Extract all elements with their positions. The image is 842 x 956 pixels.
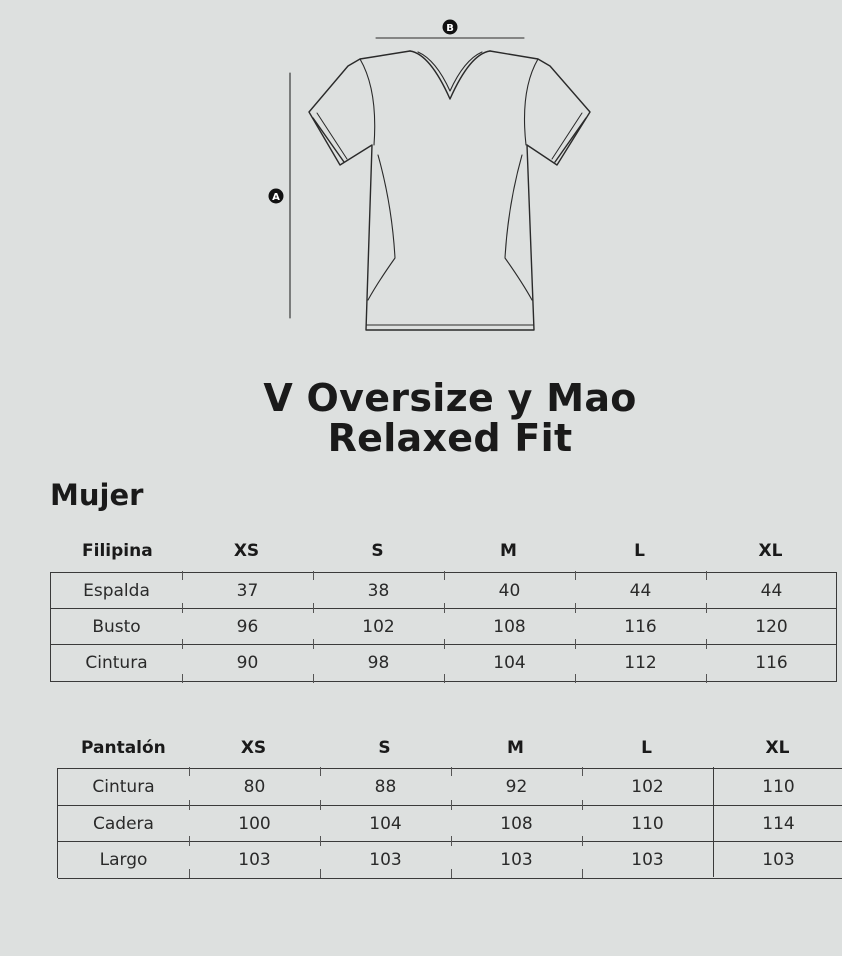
table-header-size: L — [634, 541, 645, 561]
table-cell: 38 — [367, 581, 390, 601]
table-header-size: S — [378, 738, 391, 758]
table-header-size: M — [500, 541, 517, 561]
row-label: Espalda — [83, 581, 150, 601]
measure-b-marker — [443, 20, 458, 35]
table-header-size: XL — [758, 541, 783, 561]
table-cell: 103 — [631, 850, 664, 870]
table-cell: 110 — [762, 777, 795, 797]
table-cell: 102 — [631, 777, 664, 797]
table-cell: 104 — [369, 814, 402, 834]
table-cell: 104 — [493, 653, 526, 673]
row-label: Cintura — [85, 653, 148, 673]
size-table-filipina — [50, 537, 837, 687]
tshirt-outline — [309, 51, 590, 330]
table-header-size: XL — [765, 738, 790, 758]
tshirt-diagram — [0, 0, 842, 350]
section-heading: Mujer — [50, 478, 144, 512]
table-cell: 108 — [493, 617, 526, 637]
table-cell: 103 — [762, 850, 795, 870]
table-cell: 98 — [367, 653, 390, 673]
page-title-line1: V Oversize y Mao — [263, 376, 637, 420]
table-row — [58, 841, 842, 879]
table-header-size: XS — [240, 738, 267, 758]
table-row — [58, 805, 842, 842]
table-header-size: M — [507, 738, 524, 758]
neckline — [410, 51, 490, 99]
table-cell: 44 — [760, 581, 783, 601]
measure-b-label: B — [446, 23, 454, 34]
measure-a-marker — [269, 189, 284, 204]
row-label: Busto — [92, 617, 141, 637]
table-cell: 102 — [362, 617, 395, 637]
table-header-garment: Filipina — [82, 541, 153, 561]
table-cell: 100 — [238, 814, 271, 834]
table-header-size: S — [371, 541, 384, 561]
row-label: Largo — [99, 850, 148, 870]
table-cell: 110 — [631, 814, 664, 834]
table-header-size: XS — [233, 541, 260, 561]
size-table-pantalon — [57, 734, 842, 884]
table-cell: 103 — [238, 850, 271, 870]
measure-a-label: A — [272, 192, 280, 203]
table-cell: 103 — [500, 850, 533, 870]
table-cell: 103 — [369, 850, 402, 870]
table-cell: 116 — [624, 617, 657, 637]
row-label: Cintura — [92, 777, 155, 797]
table-cell: 40 — [498, 581, 521, 601]
table-row — [58, 768, 842, 805]
row-label: Cadera — [93, 814, 154, 834]
table-cell: 96 — [236, 617, 259, 637]
table-cell: 88 — [374, 777, 397, 797]
table-cell: 92 — [505, 777, 528, 797]
page-title-line2: Relaxed Fit — [327, 416, 573, 460]
table-cell: 44 — [629, 581, 652, 601]
table-header-garment: Pantalón — [81, 738, 166, 758]
table-cell: 108 — [500, 814, 533, 834]
table-cell: 120 — [755, 617, 788, 637]
table-header-size: L — [641, 738, 652, 758]
table-cell: 112 — [624, 653, 657, 673]
table-cell: 116 — [755, 653, 788, 673]
table-cell: 37 — [236, 581, 259, 601]
table-cell: 80 — [243, 777, 266, 797]
table-cell: 114 — [762, 814, 795, 834]
table-cell: 90 — [236, 653, 259, 673]
